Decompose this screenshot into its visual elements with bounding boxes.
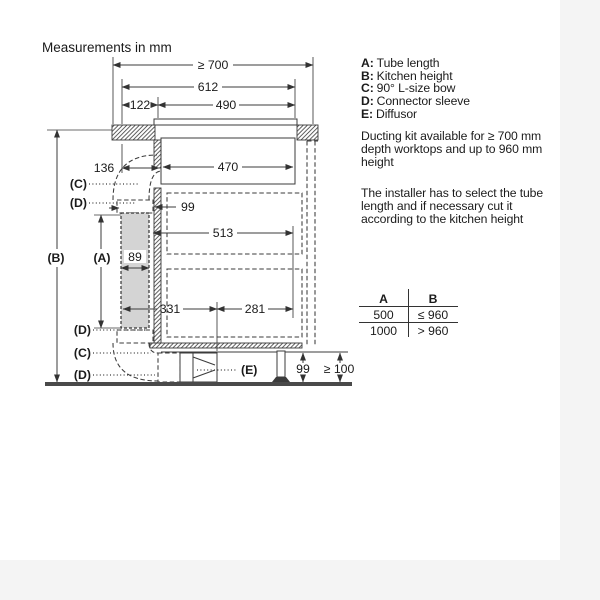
dim-rear-run: 281	[244, 302, 266, 316]
connector-sleeve-bottom	[117, 330, 153, 343]
drawer-outline-2	[167, 269, 302, 337]
legend-item: A: Tube length	[361, 56, 440, 70]
table-row: 500 ≤ 960	[359, 306, 458, 322]
duct-channel	[154, 140, 161, 168]
part-label-e: (E)	[241, 363, 258, 377]
connector-sleeve-horizontal	[158, 353, 180, 382]
dimensions	[47, 58, 354, 382]
part-label-c-top: (C)	[69, 177, 87, 191]
part-label-d-mid: (D)	[73, 323, 91, 337]
dim-rear-offset: 122	[129, 98, 151, 112]
dim-overall-width: 612	[197, 80, 219, 94]
dim-tube-depth: 89	[128, 250, 142, 264]
table-header-a: A	[379, 291, 388, 306]
dim-front-run: 331	[159, 302, 181, 316]
part-label-d-top: (D)	[69, 196, 87, 210]
hob	[154, 119, 297, 184]
exhaust-tube	[121, 213, 149, 328]
cabinet-bottom	[150, 343, 302, 348]
hob-glass	[154, 119, 297, 125]
dim-worktop-depth: ≥ 700	[197, 58, 229, 72]
dim-rear-clearance: 136	[93, 161, 115, 175]
dim-drawer-depth: 513	[212, 226, 234, 240]
page-title: Measurements in mm	[42, 40, 172, 55]
legend-item: D: Connector sleeve	[361, 94, 470, 109]
connector-sleeve-top	[117, 200, 153, 213]
parts-legend	[361, 57, 470, 121]
tube-selection-table	[359, 291, 458, 338]
part-label-a: (A)	[93, 251, 111, 265]
diffusor-box	[180, 353, 217, 382]
part-label-c-bottom: (C)	[73, 346, 91, 360]
cabinet-back-panel	[154, 188, 161, 343]
legend-item: C: 90° L-size bow	[361, 81, 456, 96]
dim-duct-gap: 99	[181, 200, 195, 214]
part-leaders	[70, 177, 257, 382]
floor-line	[45, 382, 352, 386]
legend-item: B: Kitchen height	[361, 68, 453, 83]
part-label-d-bottom: (D)	[73, 368, 91, 382]
dim-body-width: 470	[217, 160, 239, 174]
legend-item: E: Diffusor	[361, 106, 417, 121]
ducting-note: Ducting kit available for ≥ 700 mm depth worktops and up to 960 mm height	[361, 129, 543, 169]
cabinet-leg	[277, 351, 285, 377]
leg-foot	[272, 377, 290, 382]
table-row: 1000 > 960	[359, 322, 458, 338]
dim-plinth-height: 99	[296, 362, 310, 376]
part-label-b: (B)	[47, 251, 65, 265]
dim-cutout-width: 490	[215, 98, 237, 112]
installer-note: The installer has to select the tube length and if necessary cut it according to the kitchen height	[361, 186, 544, 226]
dim-plinth-min: ≥ 100	[323, 362, 355, 376]
bow-top-outer	[113, 155, 157, 200]
table-column-divider	[408, 289, 409, 337]
table-header-b: B	[428, 291, 438, 306]
